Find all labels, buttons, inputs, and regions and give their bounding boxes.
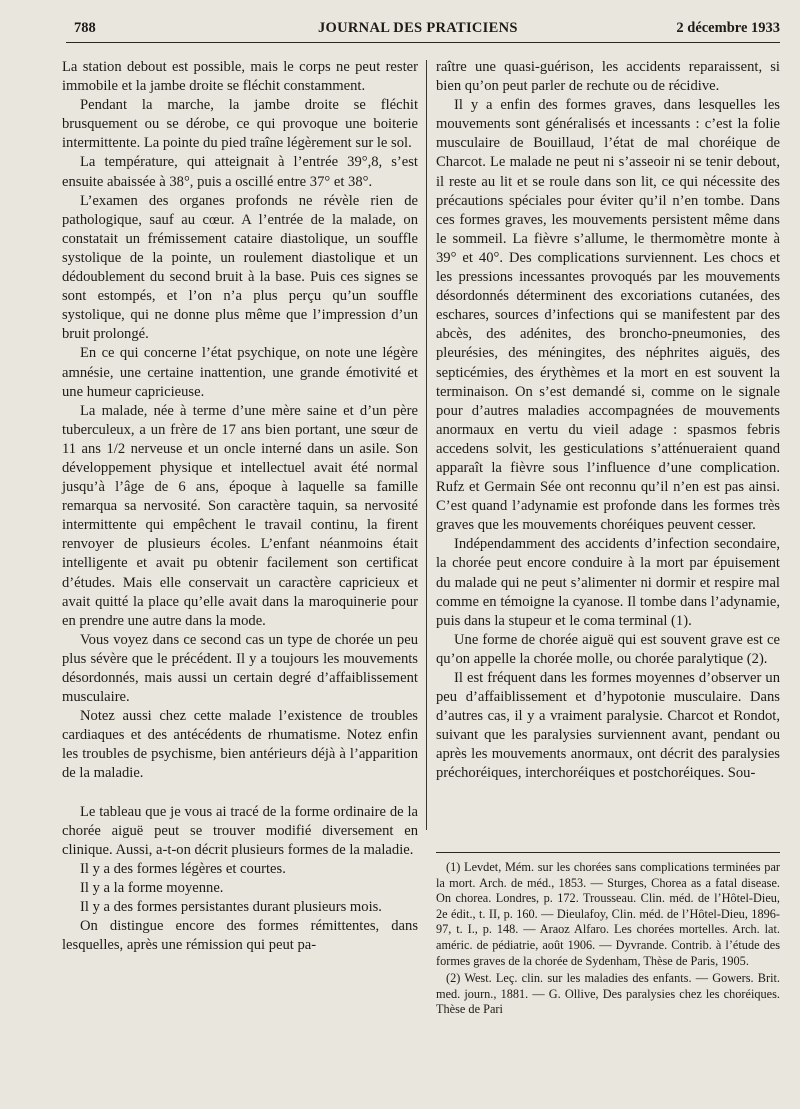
footnote-rule — [436, 852, 780, 853]
paragraph: La température, qui atteignait à l’entrée 39°,8, s’est ensuite abaissée à 38°, puis a oscillé entre 37° et 38°. — [62, 154, 418, 190]
paragraph: En ce qui concerne l’état psychique, on note une légère amnésie, une certaine inattention, une grande émotivité et une humeur capricieuse. — [62, 345, 418, 400]
paragraph: On distingue encore des formes rémittentes, dans lesquelles, après une rémission qui peut pa- — [62, 918, 418, 954]
paragraph: La malade, née à terme d’une mère saine et d’un père tuberculeux, a un frère de 17 ans bien portant, une sœur de 11 ans 1/2 nerveuse et un oncle interné dans un asile. Son développement physique et intellectuel avait été normal jusqu’à l’âge de 6 ans, époque à laquelle sa famille remarqua sa nervosité. Son caractère taquin, sa nervosité intermittente qui empêchent le travail continu, la firent renvoyer de plusieurs écoles. L’enfant néanmoins était intelligente et avait pu obtenir facilement son certificat d’études. Mais elle conservait un caractère capricieux et avait quitté la place qu’elle avait dans la maroquinerie pour en prendre une autre dans la mode. — [62, 402, 418, 629]
paragraph: raître une quasi-guérison, les accidents reparaissent, si bien qu’on peut parler de rechute ou de récidive. — [436, 59, 780, 95]
header-rule — [66, 42, 780, 43]
footnote: (1) Levdet, Mém. sur les chorées sans complications terminées par la mort. Arch. de méd., 1853. — Sturges, Chorea as a fatal disease. On chorea. Londres, p. 172. Trousseau. Clin. méd. de l’Hôtel-Dieu, 2e édit., t. II, p. 160. — Dieulafoy, Clin. méd. de l’Hôtel-Dieu, 1896-97, t. I., p. 148. — Araoz Alfaro. Les chorées mortelles. Arch. lat. améric. de pédiatrie, août 1906. — Dyvrande. Contrib. à l’étude des formes graves de la chorée de Sydenham, Thèse de Paris, 1905. — [436, 860, 780, 968]
column-divider — [426, 60, 427, 830]
paragraph: Il y a enfin des formes graves, dans lesquelles les mouvements sont généralisés et incessants : c’est la folie musculaire de Bouillaud, l’état de mal choréique de Charcot. Le malade ne peut ni s’asseoir ni se tenir debout, il reste au lit et se roule dans son lit, ce qui nécessite des précautions spéciales pour éviter qu’il n’en tombe. Dans ces formes graves, les mouvements persistent même dans le sommeil. La fièvre s’allume, le thermomètre monte à 39° et 40°. Des complications surviennent. Les chocs et les pressions incessantes provoqués par les mouvements désordonnés déterminent des excoriations cutanées, des eschares, sources d’infections qui se manifestent par des abcès, des adénites, des broncho-pneumonies, des pleurésies, des méningites, des néphrites aiguës, des septicémies, des érythèmes et la mort en est souvent la terminaison. On s’est demandé si, comme on le signale pour d’autres maladies accompagnées de mouvements anormaux en vertu du vieil adage : spasmos febris accedens solvit, les gesticulations s’atténueraient quand apparaît la fièvre sous l’influence d’une complication. Rufz et Germain Sée ont reconnu qu’il n’en est pas ainsi. C’est quand l’adynamie est profonde dans les formes très graves que les mouvements choréiques peuvent cesser. — [436, 97, 780, 534]
paragraph: Notez aussi chez cette malade l’existence de troubles cardiaques et des antécédents de rhumatisme. Notez enfin les troubles de psychisme, bien antérieurs déjà à l’apparition de la maladie. — [62, 708, 418, 782]
paragraph: La station debout est possible, mais le corps ne peut rester immobile et la jambe droite se fléchit constamment. — [62, 59, 418, 95]
right-column — [436, 58, 780, 784]
paragraph: Le tableau que je vous ai tracé de la forme ordinaire de la chorée aiguë peut se trouver modifié diversement en clinique. Aussi, a-t-on décrit plusieurs formes de la maladie. — [62, 803, 418, 858]
journal-title: JOURNAL DES PRATICIENS — [318, 20, 518, 36]
page-number: 788 — [74, 20, 96, 36]
footnote: (2) West. Leç. clin. sur les maladies des enfants. — Gowers. Brit. med. journ., 1881. — G. Ollive, Des paralysies chez les choréiques. Thèse de Pari — [436, 971, 780, 1017]
paragraph: Une forme de chorée aiguë qui est souvent grave est ce qu’on appelle la chorée molle, ou chorée paralytique (2). — [436, 631, 780, 667]
paragraph: Il y a des formes persistantes durant plusieurs mois. — [80, 899, 382, 916]
running-header — [74, 18, 780, 42]
paragraph: Il y a la forme moyenne. — [80, 879, 224, 896]
paragraph: Il est fréquent dans les formes moyennes d’observer un peu d’affaiblissement et d’hypotonie musculaire. Dans d’autres cas, il y a vraiment paralysie. Charcot et Rondot, suivant que les paralysies surviennent avant, pendant ou après les mouvements anormaux, ont décrit des paralysies préchoréiques, interchoréiques et postchoréiques. Sou- — [436, 670, 780, 782]
footnotes — [436, 860, 780, 1018]
paragraph: Pendant la marche, la jambe droite se fléchit brusquement ou se dérobe, ce qui provoque une boiterie intermittente. La pointe du pied traîne légèrement sur le sol. — [62, 97, 418, 152]
paragraph: Indépendamment des accidents d’infection secondaire, la chorée peut encore conduire à la mort par épuisement du malade qui ne peut s’alimenter ni dormir et respire mal comme en témoigne la cyanose. Il tombe dans l’adynamie, puis dans la stupeur et le coma terminal (1). — [436, 536, 780, 629]
paragraph: Vous voyez dans ce second cas un type de chorée un peu plus sévère que le précédent. Il y a toujours les mouvements désordonnés, mais aussi un certain degré d’affaiblissement musculaire. — [62, 631, 418, 706]
left-column — [62, 58, 418, 955]
paragraph: Il y a des formes légères et courtes. — [80, 860, 286, 877]
issue-date: 2 décembre 1933 — [676, 20, 780, 36]
paragraph: L’examen des organes profonds ne révèle rien de pathologique, sauf au cœur. A l’entrée de la malade, on constatait un frémissement cataire diastolique, un souffle systolique de la pointe, un roulement diastolique et un dédoublement du second bruit à la base. Puis ces signes se sont estompés, et l’on n’a plus perçu qu’un souffle systolique, qui ne donne plus même que l’impression d’un bruit prolongé. — [62, 192, 418, 343]
